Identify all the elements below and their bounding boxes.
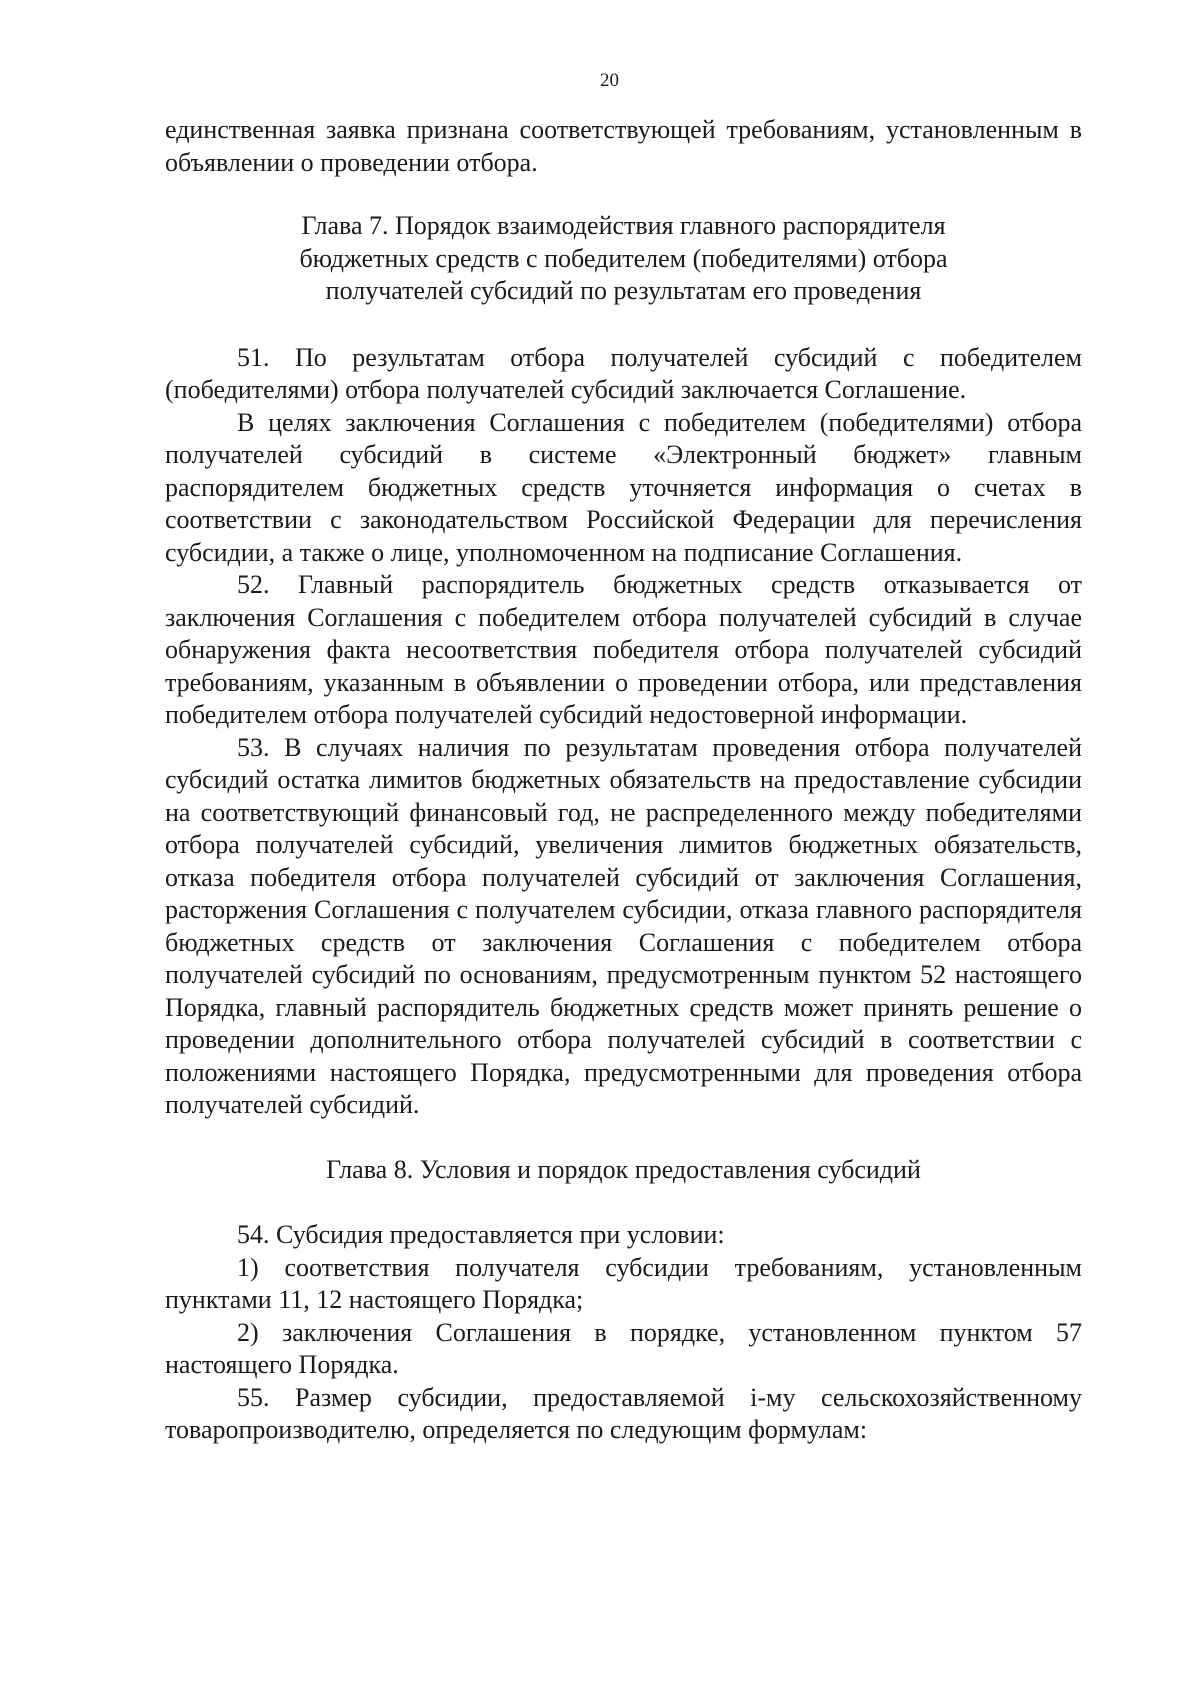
paragraph-52: 52. Главный распорядитель бюджетных средств отказывается от заключения Соглашения с победителем отбора получателей субсидий в случае обнаружения факта несоответствия победителя отбора получателей субсидий требованиям, указанным в объявлении о проведении отбора, или представления победителем отбора получателей субсидий недостоверной информации.: [165, 570, 1082, 729]
paragraph-continuation: единственная заявка признана соответствующей требованиям, установленным в объявлении о проведении отбора.: [165, 115, 1082, 177]
paragraph-54: 54. Субсидия предоставляется при условии:: [237, 1220, 725, 1249]
paragraph-54-item-1: 1) соответствия получателя субсидии требованиям, установленным пунктами 11, 12 настоящего Порядка;: [165, 1252, 1082, 1314]
document-body: [165, 114, 1082, 1447]
chapter-7-heading: Глава 7. Порядок взаимодействия главного распорядителя бюджетных средств с победителем (победителями) отбора получателей субсидий по результатам его проведения: [299, 211, 948, 305]
paragraph-51: 51. По результатам отбора получателей субсидий с победителем (победителями) отбора получателей субсидий заключается Соглашение.: [165, 342, 1082, 404]
chapter-8-heading: Глава 8. Условия и порядок предоставления субсидий: [326, 1154, 921, 1184]
paragraph-51-continued: В целях заключения Соглашения с победителем (победителями) отбора получателей субсидий в системе «Электронный бюджет» главным распорядителем бюджетных средств уточняется информация о счетах в соответствии с законодательством Российской Федерации для перечисления субсидии, а также о лице, уполномоченном на подписание Соглашения.: [165, 407, 1082, 567]
paragraph-53: 53. В случаях наличия по результатам проведения отбора получателей субсидий остатка лимитов бюджетных обязательств на предоставление субсидии на соответствующий финансовый год, не распределенного между победителями отбора получателей субсидий, увеличения лимитов бюджетных обязательств, отказа победителя отбора получателей субсидий от заключения Соглашения, расторжения Соглашения с получателем субсидии, отказа главного распорядителя бюджетных средств от заключения Соглашения с победителем отбора получателей субсидий по основаниям, предусмотренным пунктом 52 настоящего Порядка, главный распорядитель бюджетных средств может принять решение о проведении дополнительного отбора получателей субсидий в соответствии с положениями настоящего Порядка, предусмотренными для проведения отбора получателей субсидий.: [165, 732, 1082, 1119]
paragraph-54-item-2: 2) заключения Соглашения в порядке, установленном пунктом 57 настоящего Порядка.: [165, 1317, 1082, 1379]
page-number: 20: [600, 70, 619, 91]
paragraph-55: 55. Размер субсидии, предоставляемой i-му сельскохозяйственному товаропроизводителю, определяется по следующим формулам:: [165, 1382, 1082, 1444]
